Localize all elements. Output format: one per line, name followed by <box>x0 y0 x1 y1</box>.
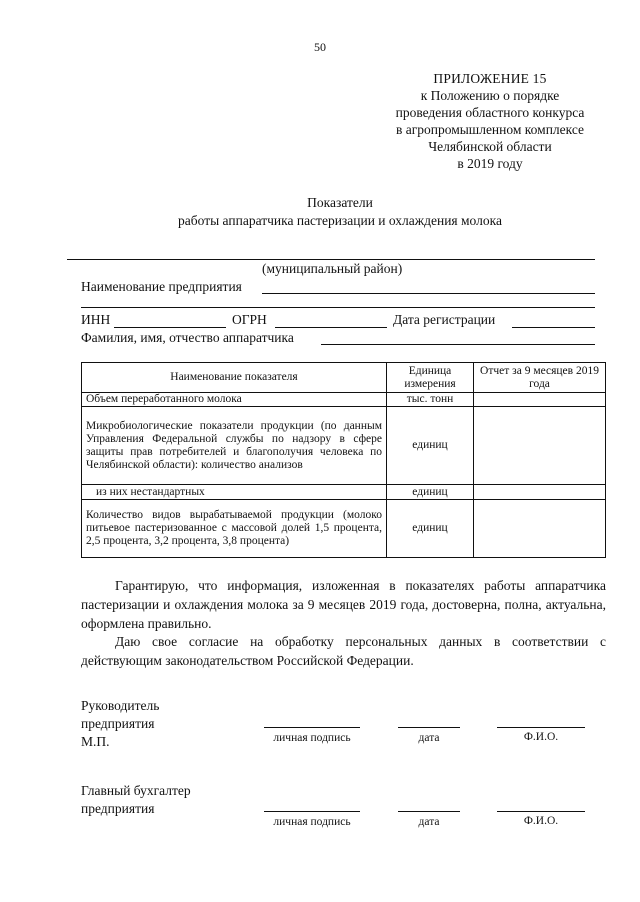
seal-placeholder: М.П. <box>81 734 110 749</box>
appendix-line: к Положению о порядке <box>420 88 560 103</box>
accountant-signatory <box>81 782 191 818</box>
operator-name-field[interactable] <box>321 344 595 345</box>
guarantee-paragraph <box>81 576 606 633</box>
guarantee-text: Гарантирую, что информация, изложенная в показателях работы аппаратчика пастеризации и охлаждения молока за 9 месяцев 2019 года, достоверна, полна, актуальна, оформлена правильно. <box>81 578 606 631</box>
enterprise-name-field-continued[interactable] <box>81 307 595 308</box>
table-row <box>82 407 606 485</box>
column-header-indicator: Наименование показателя <box>82 363 387 393</box>
report-value-cell[interactable] <box>474 407 606 485</box>
column-header-unit: Единица измерения <box>387 363 474 393</box>
operator-name-label: Фамилия, имя, отчество аппаратчика <box>81 330 294 345</box>
consent-paragraph <box>81 632 606 670</box>
inn-field[interactable] <box>114 327 226 328</box>
column-header-report: Отчет за 9 месяцев 2019 года <box>474 363 606 393</box>
indicator-unit: единиц <box>387 485 474 500</box>
table-row <box>82 485 606 500</box>
table-row <box>82 500 606 558</box>
table-header-row <box>82 363 606 393</box>
table-row <box>82 393 606 407</box>
ogrn-label: ОГРН <box>232 312 267 327</box>
appendix-line: проведения областного конкурса <box>395 105 585 120</box>
inn-label: ИНН <box>81 312 111 327</box>
head-title-line-1: Руководитель <box>81 698 160 713</box>
date-caption: дата <box>418 732 440 744</box>
indicator-unit: единиц <box>387 407 474 485</box>
registration-date-label: Дата регистрации <box>393 312 496 327</box>
document-title <box>60 194 620 230</box>
signature-caption: личная подпись <box>273 816 351 828</box>
accountant-signature-field[interactable] <box>264 811 360 812</box>
head-date-field[interactable] <box>398 727 460 728</box>
report-value-cell[interactable] <box>474 485 606 500</box>
accountant-date-field[interactable] <box>398 811 460 812</box>
appendix-header <box>360 70 620 172</box>
indicator-name: Количество видов вырабатываемой продукции (молоко питьевое пастеризованное с массовой долей 1,5 процента, 2,5 процента, 3,2 процента, 3,8 процента) <box>82 500 387 558</box>
indicator-unit: тыс. тонн <box>387 393 474 407</box>
fio-caption: Ф.И.О. <box>523 815 559 827</box>
indicator-name: Объем переработанного молока <box>82 393 387 407</box>
enterprise-name-field[interactable] <box>262 293 595 294</box>
report-value-cell[interactable] <box>474 393 606 407</box>
accountant-title-line-2: предприятия <box>81 801 155 816</box>
indicator-name: Микробиологические показатели продукции (по данным Управления Федеральной службы по надзору в сфере защиты прав потребителей и благополучия человека по Челябинской области): количество анализов <box>82 407 387 485</box>
consent-text: Даю свое согласие на обработку персональных данных в соответствии с действующим законодательством Российской Федерации. <box>81 634 606 668</box>
ogrn-field[interactable] <box>275 327 387 328</box>
title-line-2: работы аппаратчика пастеризации и охлаждения молока <box>178 213 502 228</box>
accountant-title-line-1: Главный бухгалтер <box>81 783 191 798</box>
appendix-line: Челябинской области <box>428 139 552 154</box>
head-signature-field[interactable] <box>264 727 360 728</box>
indicator-name: из них нестандартных <box>82 485 387 500</box>
appendix-line: в агропромышленном комплексе <box>395 122 585 137</box>
registration-date-field[interactable] <box>512 327 595 328</box>
head-title-line-2: предприятия <box>81 716 155 731</box>
enterprise-name-label: Наименование предприятия <box>81 279 242 294</box>
signature-caption: личная подпись <box>273 732 351 744</box>
fio-caption: Ф.И.О. <box>523 731 559 743</box>
title-line-1: Показатели <box>307 195 373 210</box>
date-caption: дата <box>418 816 440 828</box>
municipal-district-label: (муниципальный район) <box>262 261 403 276</box>
head-fio-field[interactable] <box>497 727 585 728</box>
indicator-unit: единиц <box>387 500 474 558</box>
report-value-cell[interactable] <box>474 500 606 558</box>
municipal-district-field[interactable] <box>67 259 595 260</box>
page-number: 50 <box>314 40 326 54</box>
accountant-fio-field[interactable] <box>497 811 585 812</box>
appendix-line: в 2019 году <box>457 156 523 171</box>
appendix-title: ПРИЛОЖЕНИЕ 15 <box>433 71 547 86</box>
indicators-table <box>81 362 606 558</box>
head-signatory <box>81 697 159 751</box>
